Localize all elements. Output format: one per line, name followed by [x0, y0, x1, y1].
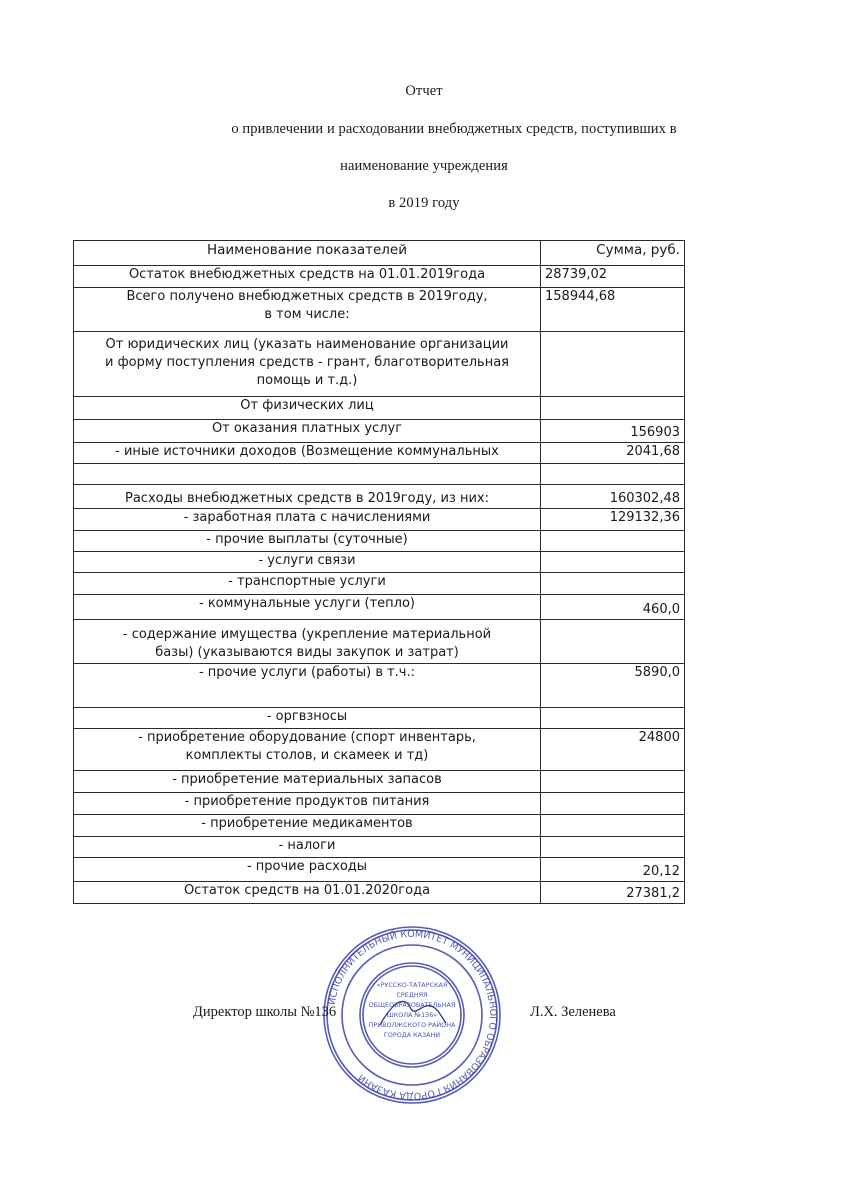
row-sum: 460,0	[541, 595, 685, 620]
table-row	[74, 288, 685, 332]
row-sum: 20,12	[541, 858, 685, 882]
table-row	[74, 595, 685, 620]
row-sum	[541, 464, 685, 485]
table-row	[74, 266, 685, 288]
report-title: Отчет	[405, 83, 443, 99]
row-name: - прочие расходы	[74, 858, 541, 882]
table-row	[74, 485, 685, 509]
row-name: - налоги	[74, 837, 541, 858]
row-sum: 24800	[541, 729, 685, 771]
row-sum	[541, 708, 685, 729]
row-name-line: в том числе:	[264, 307, 350, 322]
row-name: Расходы внебюджетных средств в 2019году, из них:	[74, 485, 541, 509]
table-row	[74, 815, 685, 837]
table-row	[74, 509, 685, 531]
row-name	[74, 332, 541, 397]
row-name	[74, 729, 541, 771]
row-sum: 160302,48	[541, 485, 685, 509]
row-name: - прочие услуги (работы) в т.ч.:	[74, 664, 541, 708]
institution-name: наименование учреждения	[340, 158, 508, 174]
row-name	[74, 620, 541, 664]
table-row	[74, 729, 685, 771]
row-sum	[541, 397, 685, 420]
row-name-line: и форму поступления средств - грант, благотворительная	[104, 355, 509, 370]
row-name-line: - приобретение оборудование (спорт инвентарь,	[138, 730, 476, 745]
table-row	[74, 397, 685, 420]
report-subtitle: о привлечении и расходовании внебюджетных средств, поступивших в	[231, 121, 677, 137]
table-row	[74, 531, 685, 552]
table-row	[74, 708, 685, 729]
row-name: Остаток средств на 01.01.2020года	[74, 882, 541, 904]
row-name	[74, 288, 541, 332]
row-name: От физических лиц	[74, 397, 541, 420]
table-row	[74, 858, 685, 882]
row-name: От оказания платных услуг	[74, 420, 541, 443]
row-name: - прочие выплаты (суточные)	[74, 531, 541, 552]
row-sum	[541, 793, 685, 815]
row-name: - коммунальные услуги (тепло)	[74, 595, 541, 620]
row-name-line: - содержание имущества (укрепление материальной	[122, 627, 492, 642]
stamp-line: СРЕДНЯЯ	[396, 991, 428, 999]
column-header-name: Наименование показателей	[74, 241, 541, 266]
table-row	[74, 464, 685, 485]
row-sum: 129132,36	[541, 509, 685, 531]
table-row	[74, 664, 685, 708]
table-row	[74, 552, 685, 573]
row-name-line: От юридических лиц (указать наименование организации	[105, 337, 509, 352]
row-sum	[541, 531, 685, 552]
row-sum	[541, 837, 685, 858]
report-table	[73, 240, 685, 904]
row-name: Остаток внебюджетных средств на 01.01.2019года	[74, 266, 541, 288]
row-sum	[541, 771, 685, 793]
row-sum: 158944,68	[541, 288, 685, 332]
table-header-row	[74, 241, 685, 266]
stamp-outer-text-path: ИСПОЛНИТЕЛЬНЫЙ КОМИТЕТ МУНИЦИПАЛЬНОГО ОБРАЗОВАНИЯ ГОРОДА КАЗАНИ	[326, 928, 499, 1102]
row-sum	[541, 815, 685, 837]
table-row	[74, 443, 685, 464]
table-row	[74, 771, 685, 793]
row-name: - оргвзносы	[74, 708, 541, 729]
row-name: - приобретение материальных запасов	[74, 771, 541, 793]
row-name-line: Всего получено внебюджетных средств в 2019году,	[126, 289, 488, 304]
signature-position: Директор школы №136	[193, 1004, 337, 1020]
stamp-line: ГОРОДА КАЗАНИ	[383, 1031, 441, 1039]
table-row	[74, 882, 685, 904]
row-sum: 27381,2	[541, 882, 685, 904]
row-name-line: помощь и т.д.)	[256, 373, 358, 388]
stamp-line: «РУССКО-ТАТАРСКАЯ	[376, 981, 448, 989]
table-row	[74, 420, 685, 443]
row-name: - приобретение продуктов питания	[74, 793, 541, 815]
report-year: в 2019 году	[388, 195, 460, 211]
table-row	[74, 837, 685, 858]
stamp-line: ШКОЛА №136»	[386, 1011, 438, 1019]
row-sum: 28739,02	[541, 266, 685, 288]
table-row	[74, 332, 685, 397]
row-name: - услуги связи	[74, 552, 541, 573]
row-sum: 2041,68	[541, 443, 685, 464]
table-row	[74, 793, 685, 815]
row-sum	[541, 573, 685, 595]
row-name: - приобретение медикаментов	[74, 815, 541, 837]
row-name-line: комплекты столов, и скамеек и тд)	[185, 748, 429, 763]
table-row	[74, 620, 685, 664]
row-sum: 5890,0	[541, 664, 685, 708]
row-name-line: базы) (указываются виды закупок и затрат)	[155, 645, 459, 660]
column-header-sum: Сумма, руб.	[541, 241, 685, 266]
stamp-line: ПРИВОЛЖСКОГО РАЙОНА	[368, 1021, 456, 1029]
row-sum	[541, 332, 685, 397]
row-name: - иные источники доходов (Возмещение коммунальных	[74, 443, 541, 464]
row-name: - заработная плата с начислениями	[74, 509, 541, 531]
signature-name: Л.Х. Зеленева	[530, 1004, 616, 1020]
row-name: - транспортные услуги	[74, 573, 541, 595]
row-sum: 156903	[541, 420, 685, 443]
stamp-line: ОБЩЕОБРАЗОВАТЕЛЬНАЯ	[368, 1001, 456, 1009]
official-stamp	[322, 925, 502, 1105]
table-row	[74, 573, 685, 595]
row-name	[74, 464, 541, 485]
row-sum	[541, 552, 685, 573]
row-sum	[541, 620, 685, 664]
